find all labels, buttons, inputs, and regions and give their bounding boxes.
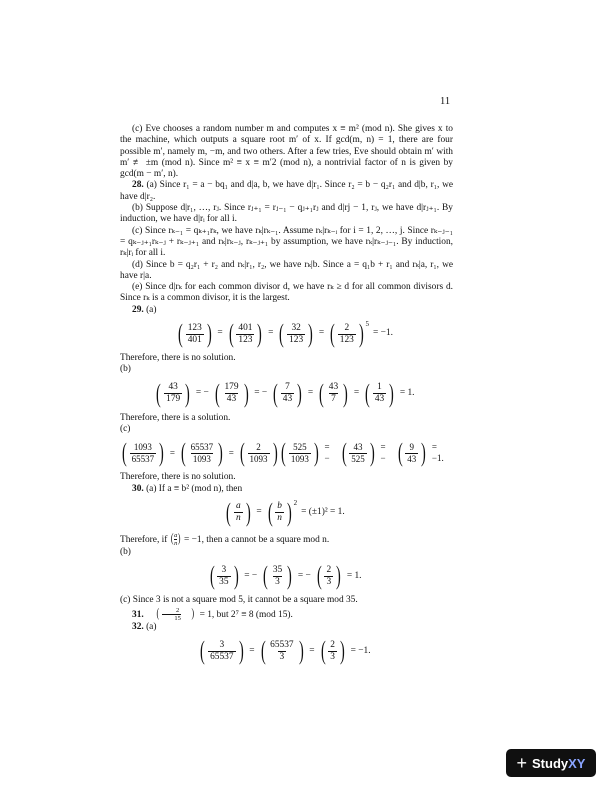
- problem-29-heading: [120, 305, 453, 316]
- problem-32-label: 32.: [132, 622, 144, 633]
- problem-28d: (d) Since b = q₂r₁ + r₂ and rₖ|r₁, r₂, we have rₖ|b. Since a = q₁b + r₁ and rₖ|a, r₁, we have r|a.: [120, 259, 453, 281]
- problem-30a: [120, 484, 453, 495]
- problem-30-label: 30.: [132, 483, 144, 494]
- watermark-brand-accent: XY: [568, 755, 586, 771]
- problem-29-label: 29.: [132, 304, 144, 315]
- equation-29b: ( $\frac{43}{179}$ ) = − ( $\frac{179}{43}$ ) = − ( $\frac{7}{43}$ ) = ( $\frac{43}{7}$ ) = ( $\frac{1}{43}$ ) = 1.: [156, 378, 415, 408]
- equation-30a: ( $\frac{a}{n}$ ) = ( $\frac{b}{n}$ ) $^2$ = (±1)² = 1.: [226, 497, 345, 527]
- problem-29b-conclusion: Therefore, there is a solution.: [120, 412, 231, 423]
- problem-29a-conclusion: Therefore, there is no solution.: [120, 353, 236, 364]
- problem-31-label: 31.: [132, 609, 144, 620]
- equation-30b: ( $\frac{3}{35}$ ) = − ( $\frac{35}{3}$ ) = − ( $\frac{2}{3}$ ) = 1.: [209, 561, 362, 591]
- problem-29a-label: (a): [146, 304, 157, 315]
- problem-29c-conclusion: Therefore, there is no solution.: [120, 472, 236, 483]
- problem-28a: [120, 180, 453, 203]
- problem-32a-label: (a): [146, 622, 157, 633]
- problem-30a-text: (a) If a ≡ b² (mod n), then: [146, 483, 243, 494]
- problem-28c: (c) Since rₖ₋₁ = qₖ₊₁rₖ, we have rₖ|rₖ₋₁. Assume rₖ|rₖ₋ᵢ for i = 1, 2, …, j. Since rₖ₋ⱼ₋₁ = qₖ₋ⱼ₊₁rₖ₋ⱼ + rₖ₋ⱼ₊₁ and rₖ|rₖ₋ⱼ, rₖ₋ⱼ₊₁ by assumption, we have rₖ|rₖ₋ⱼ₋₁. By induction, rₖ|rᵢ for all i.: [120, 225, 453, 259]
- studyxy-watermark[interactable]: [506, 749, 596, 777]
- problem-29b-label: (b): [120, 364, 131, 375]
- problem-30c: (c) Since 3 is not a square mod 5, it cannot be a square mod 35.: [120, 595, 358, 606]
- problem-32-heading: [120, 622, 453, 633]
- watermark-brand-main: Study: [532, 755, 569, 771]
- problem-29c-label: (c): [120, 423, 131, 434]
- page-number: 11: [440, 96, 451, 107]
- equation-29c: ( $\frac{1093}{65537}$ ) = ( $\frac{65537}{1093}$ ) = ( $\frac{2}{1093}$ ) ( $\frac{525}{1093}$ ) = − ( $\frac{43}{525}$ ) = − ( $\frac{9}{43}$ ) = −1.: [121, 438, 444, 468]
- plus-icon: +: [516, 752, 528, 773]
- problem-30a-conclusion: Therefore, if ( $\frac{a}{n}$ ) = −1, then a cannot be a square mod n.: [120, 529, 330, 548]
- equation-32a: ( $\frac{3}{65537}$ ) = ( $\frac{65537}{3}$ ) = ( $\frac{2}{3}$ ) = −1.: [200, 636, 371, 666]
- equation-29a: ( $\frac{123}{401}$ ) = ( $\frac{401}{123}$ ) = ( $\frac{32}{123}$ ) = ( $\frac{2}{123}$ ) $^5$ = −1.: [177, 319, 393, 349]
- page-content: [120, 124, 453, 670]
- problem-28a-text: (a) Since r₁ = a − bq₁ and d|a, b, we have d|r₁. Since r₂ = b − q₂r₁ and d|b, r₁, we have d|r₂.: [120, 180, 453, 202]
- problem-28e: (e) Since d|rₖ for each common divisor d, we have rₖ ≥ d for all common divisors d. Since rₖ is a common divisor, it is the largest.: [120, 282, 453, 304]
- problem-28b: (b) Suppose d|r₁, …, rⱼ. Since rⱼ₊₁ = rⱼ₋₁ − qⱼ₊₁rⱼ and d|rj − 1, rⱼ, we have d|rⱼ₊₁. By induction, we have d|rᵢ for all i.: [120, 203, 453, 225]
- paragraph-c-eve: (c) Eve chooses a random number m and computes x ≡ m² (mod n). She gives x to the machine, which outputs a square root m′ of x. If gcd(m, n) = 1, there are four possible m′, namely m, −m, and two others. After a few tries, Eve should obtain m′ with m′ ≢ ±m (mod n). Since m² ≡ x ≡ m′2 (mod n), a nontrivial factor of n is given by gcd(m − m′, n).: [120, 124, 453, 180]
- problem-31: 31. ( $\frac{2}{15}$ ) = 1, but 2⁷ ≡ 8 (mod 15).: [132, 604, 293, 623]
- problem-30b-label: (b): [120, 547, 131, 558]
- problem-28-label: 28.: [132, 180, 144, 191]
